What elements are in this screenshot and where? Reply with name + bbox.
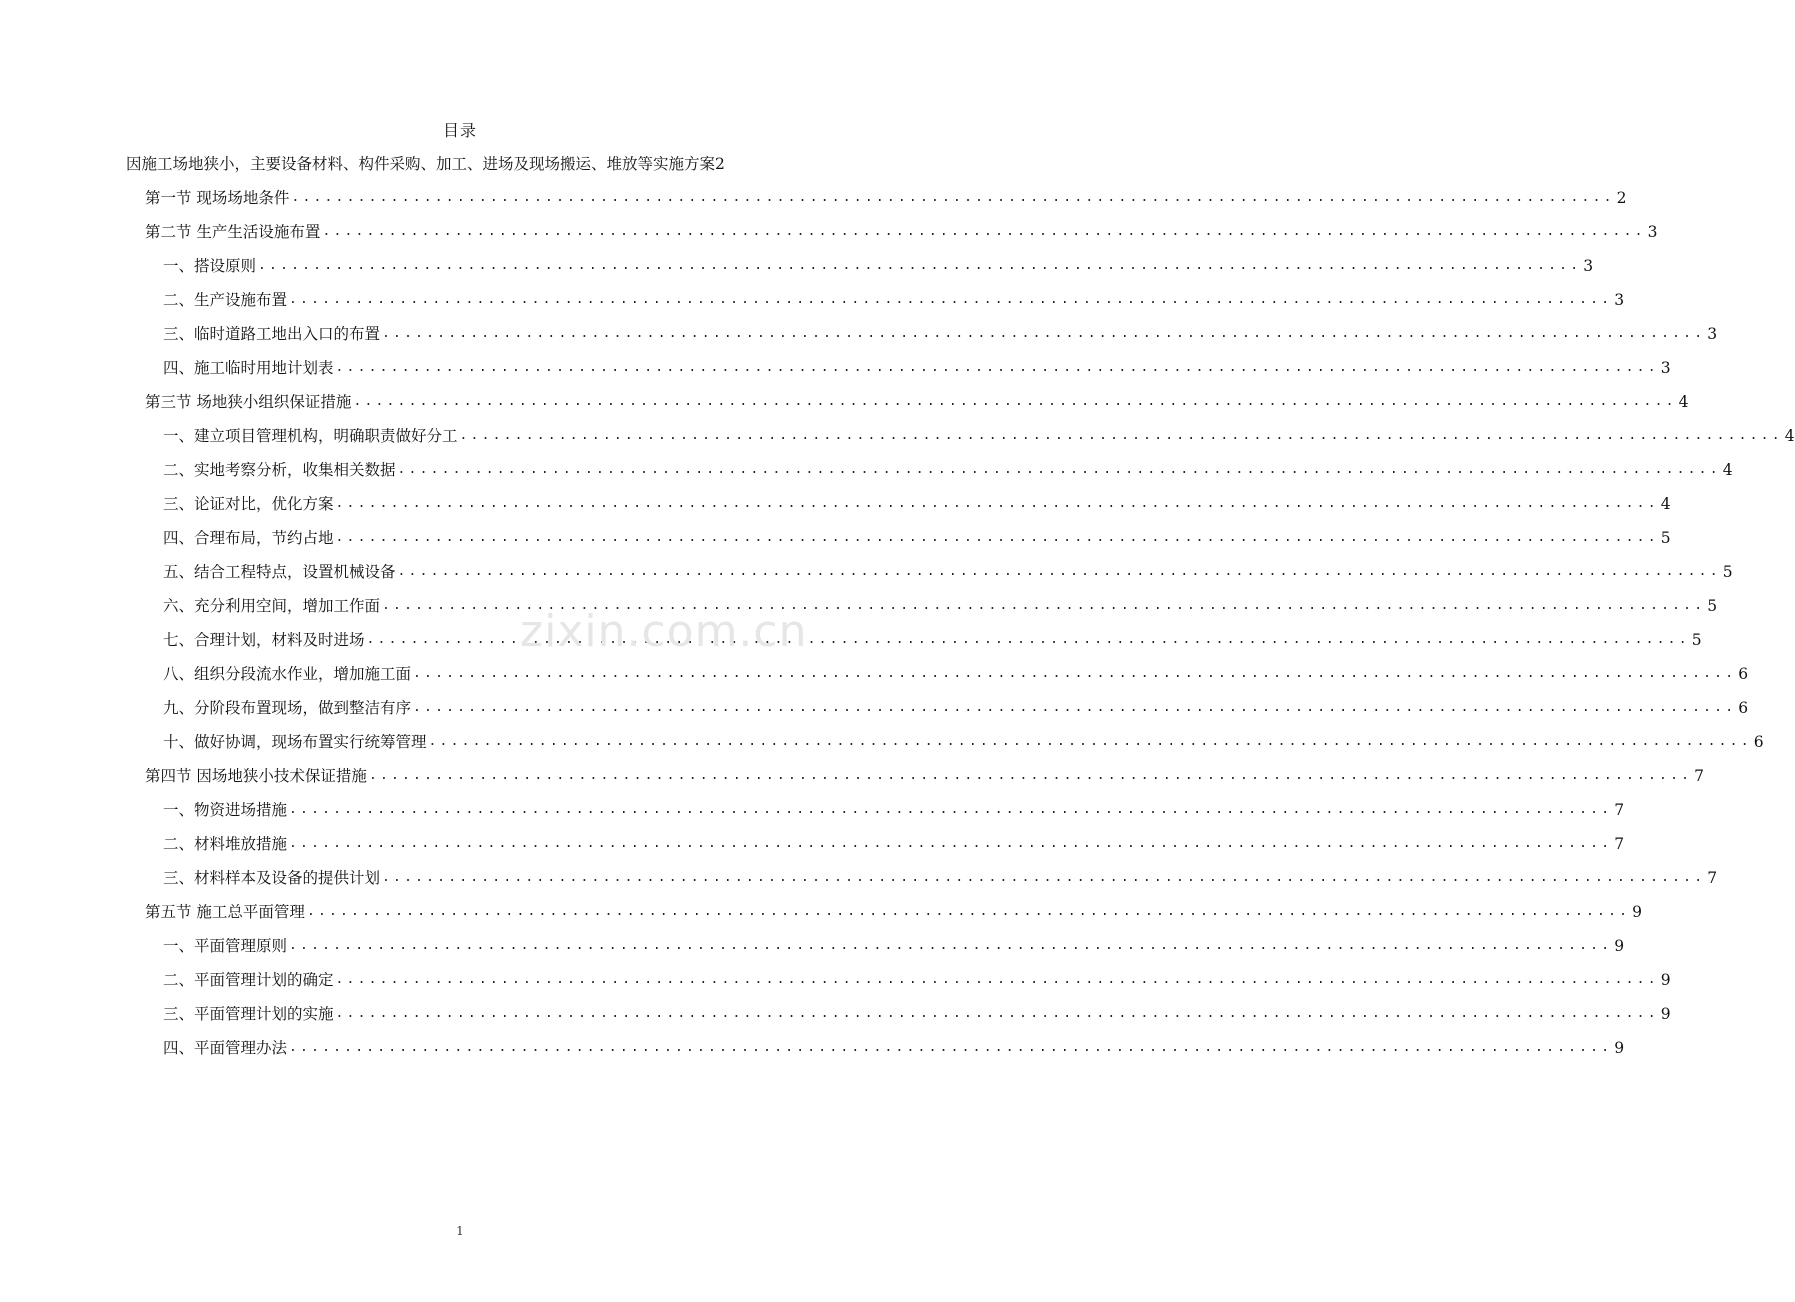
- toc-entry[interactable]: [163, 354, 1671, 382]
- toc-entry-label: 平面管理办法: [194, 1039, 288, 1057]
- toc-entry[interactable]: [163, 864, 1718, 892]
- toc-entry-label: 平面管理计划的确定: [194, 971, 334, 989]
- toc-entry[interactable]: [163, 660, 1749, 688]
- toc-entry[interactable]: [163, 932, 1625, 960]
- toc-entry[interactable]: [145, 218, 1658, 246]
- toc-entry-number: 三、: [163, 495, 195, 513]
- toc-entry[interactable]: [145, 762, 1705, 790]
- toc-entry[interactable]: [163, 1000, 1671, 1028]
- toc-entry-number: 七、: [163, 631, 195, 649]
- toc-entry-label: 第三节 场地狭小组织保证措施: [145, 393, 352, 411]
- toc-entry-page: 4: [1784, 427, 1795, 445]
- toc-entry-label: 第四节 因场地狭小技术保证措施: [145, 767, 367, 785]
- toc-entry-label: 平面管理原则: [194, 937, 288, 955]
- toc-entry[interactable]: [163, 592, 1718, 620]
- toc-dot-leader: ........................................................................................................................: [382, 598, 1706, 613]
- toc-dot-leader: ........................................................................................................................: [366, 632, 1690, 647]
- toc-entry-number: 二、: [163, 461, 195, 479]
- toc-entry-label: 第五节 施工总平面管理: [145, 903, 305, 921]
- toc-entry[interactable]: [163, 830, 1625, 858]
- toc-entry-page: 2: [1616, 189, 1627, 207]
- toc-dot-leader: ........................................................................................................................: [289, 1040, 1613, 1055]
- toc-entry[interactable]: [163, 422, 1795, 450]
- toc-entry[interactable]: [163, 1034, 1625, 1062]
- toc-entry[interactable]: [145, 898, 1643, 926]
- toc-dot-leader: ........................................................................................................................: [413, 666, 1737, 681]
- toc-entry-label: 材料样本及设备的提供计划: [194, 869, 381, 887]
- toc-entry-page: 6: [1753, 733, 1764, 751]
- toc-entry-page: 7: [1614, 835, 1625, 853]
- toc-entry-number: 二、: [163, 291, 195, 309]
- toc-dot-leader: ........................................................................................................................: [335, 1006, 1659, 1021]
- toc-entry-label: 建立项目管理机构，明确职责做好分工: [194, 427, 458, 445]
- toc-entry-number: 一、: [163, 801, 195, 819]
- toc-entry[interactable]: [163, 490, 1671, 518]
- toc-dot-leader: ........................................................................................................................: [322, 224, 1646, 239]
- toc-entry[interactable]: [145, 388, 1689, 416]
- toc-dot-leader: ........................................................................................................................: [397, 564, 1721, 579]
- toc-entry-page: 6: [1738, 665, 1749, 683]
- toc-entry-label: 第二节 生产生活设施布置: [145, 223, 321, 241]
- toc-entry-label: 结合工程特点，设置机械设备: [194, 563, 396, 581]
- toc-entry-page: 3: [1583, 257, 1594, 275]
- toc-entry-page: 9: [1632, 903, 1643, 921]
- toc-entry-number: 三、: [163, 325, 195, 343]
- toc-entry-number: 三、: [163, 869, 195, 887]
- toc-entry-label: 做好协调，现场布置实行统筹管理: [194, 733, 427, 751]
- toc-dot-leader: ........................................................................................................................: [306, 904, 1631, 919]
- toc-dot-leader: ........................................................................................................................: [258, 258, 1582, 273]
- toc-entry-page: 9: [1660, 971, 1671, 989]
- toc-entry-label: 搭设原则: [194, 257, 257, 275]
- toc-dot-leader: ........................................................................................................................: [397, 462, 1721, 477]
- toc-entry[interactable]: [163, 728, 1764, 756]
- toc-dot-leader: ........................................................................................................................: [459, 428, 1783, 443]
- toc-entry[interactable]: [163, 558, 1733, 586]
- toc-title: 目录: [442, 121, 477, 140]
- toc-entry[interactable]: [163, 524, 1671, 552]
- toc-entry-number: 四、: [163, 529, 195, 547]
- toc-entry-number: 四、: [163, 359, 195, 377]
- toc-entry-page: 5: [1691, 631, 1702, 649]
- toc-dot-leader: ........................................................................................................................: [289, 292, 1613, 307]
- toc-entry-number: 四、: [163, 1039, 195, 1057]
- toc-entry[interactable]: [163, 966, 1671, 994]
- toc-dot-leader: ........................................................................................................................: [382, 326, 1706, 341]
- toc-entry-number: 八、: [163, 665, 195, 683]
- toc-entry-label: 因施工场地狭小，主要设备材料、构件采购、加工、进场及现场搬运、堆放等实施方案: [126, 155, 716, 173]
- toc-entry-page: 5: [1660, 529, 1671, 547]
- toc-dot-leader: ........................................................................................................................: [335, 530, 1659, 545]
- toc-entry-label: 合理计划，材料及时进场: [194, 631, 365, 649]
- toc-entry-label: 平面管理计划的实施: [194, 1005, 334, 1023]
- toc-entry-number: 一、: [163, 427, 195, 445]
- toc-entry-page: 4: [1722, 461, 1733, 479]
- toc-dot-leader: ........................................................................................................................: [291, 190, 1615, 205]
- toc-entry-page: 7: [1694, 767, 1705, 785]
- toc-dot-leader: ........................................................................................................................: [335, 496, 1659, 511]
- toc-entry[interactable]: [163, 252, 1594, 280]
- toc-dot-leader: ........................................................................................................................: [382, 870, 1706, 885]
- toc-entry-number: 二、: [163, 971, 195, 989]
- toc-entry-number: 二、: [163, 835, 195, 853]
- toc-entry-page: 3: [1614, 291, 1625, 309]
- toc-dot-leader: ........................................................................................................................: [368, 768, 1693, 783]
- toc-dot-leader: ........................................................................................................................: [289, 802, 1613, 817]
- toc-entry-label: 施工临时用地计划表: [194, 359, 334, 377]
- toc-entry-number: 六、: [163, 597, 195, 615]
- toc-entry[interactable]: [126, 150, 832, 178]
- toc-entry-page: 9: [1614, 1039, 1625, 1057]
- toc-entry-number: 十、: [163, 733, 195, 751]
- toc-entry-label: 论证对比，优化方案: [194, 495, 334, 513]
- toc-entry-page: 3: [1660, 359, 1671, 377]
- toc-entry-page: 7: [1707, 869, 1718, 887]
- watermark: zixin.com.cn: [520, 606, 808, 657]
- toc-entry-page: 5: [1722, 563, 1733, 581]
- toc-entry-label: 实地考察分析，收集相关数据: [194, 461, 396, 479]
- toc-entry-page: 5: [1707, 597, 1718, 615]
- toc-entry-page: 9: [1614, 937, 1625, 955]
- toc-entry-label: 充分利用空间，增加工作面: [194, 597, 381, 615]
- toc-entry[interactable]: [163, 456, 1733, 484]
- page-number: 1: [456, 1224, 464, 1238]
- toc-entry[interactable]: [163, 320, 1718, 348]
- toc-entry[interactable]: [163, 694, 1749, 722]
- toc-dot-leader: ........................................................................................................................: [353, 394, 1677, 409]
- toc-dot-leader: ........................................................................................................................: [413, 700, 1737, 715]
- toc-entry-label: 组织分段流水作业，增加施工面: [194, 665, 412, 683]
- toc-entry-label: 第一节 现场场地条件: [145, 189, 290, 207]
- toc-entry-label: 材料堆放措施: [194, 835, 288, 853]
- toc-entry-label: 临时道路工地出入口的布置: [194, 325, 381, 343]
- toc-entry-page: 4: [1660, 495, 1671, 513]
- toc-entry-number: 三、: [163, 1005, 195, 1023]
- toc-entry-number: 九、: [163, 699, 195, 717]
- toc-entry-page: 2: [715, 155, 725, 173]
- toc-entry[interactable]: [163, 796, 1625, 824]
- toc-entry-label: 生产设施布置: [194, 291, 288, 309]
- toc-entry-page: 4: [1678, 393, 1689, 411]
- toc-dot-leader: ........................................................................................................................: [335, 972, 1659, 987]
- toc-dot-leader: ........................................................................................................................: [289, 938, 1613, 953]
- toc-dot-leader: ........................................................................................................................: [289, 836, 1613, 851]
- toc-entry-label: 分阶段布置现场，做到整洁有序: [194, 699, 412, 717]
- toc-entry-page: 7: [1614, 801, 1625, 819]
- toc-dot-leader: ........................................................................................................................: [428, 734, 1752, 749]
- toc-entry-number: 五、: [163, 563, 195, 581]
- toc-entry[interactable]: [163, 626, 1702, 654]
- toc-entry-label: 合理布局，节约占地: [194, 529, 334, 547]
- toc-entry-page: 6: [1738, 699, 1749, 717]
- toc-entry[interactable]: [145, 184, 1627, 212]
- toc-entry-page: 3: [1707, 325, 1718, 343]
- toc-entry-number: 一、: [163, 937, 195, 955]
- toc-dot-leader: ........................................................................................................................: [335, 360, 1659, 375]
- toc-entry[interactable]: [163, 286, 1625, 314]
- toc-entry-number: 一、: [163, 257, 195, 275]
- toc-entry-page: 3: [1647, 223, 1658, 241]
- toc-entry-label: 物资进场措施: [194, 801, 288, 819]
- toc-entry-page: 9: [1660, 1005, 1671, 1023]
